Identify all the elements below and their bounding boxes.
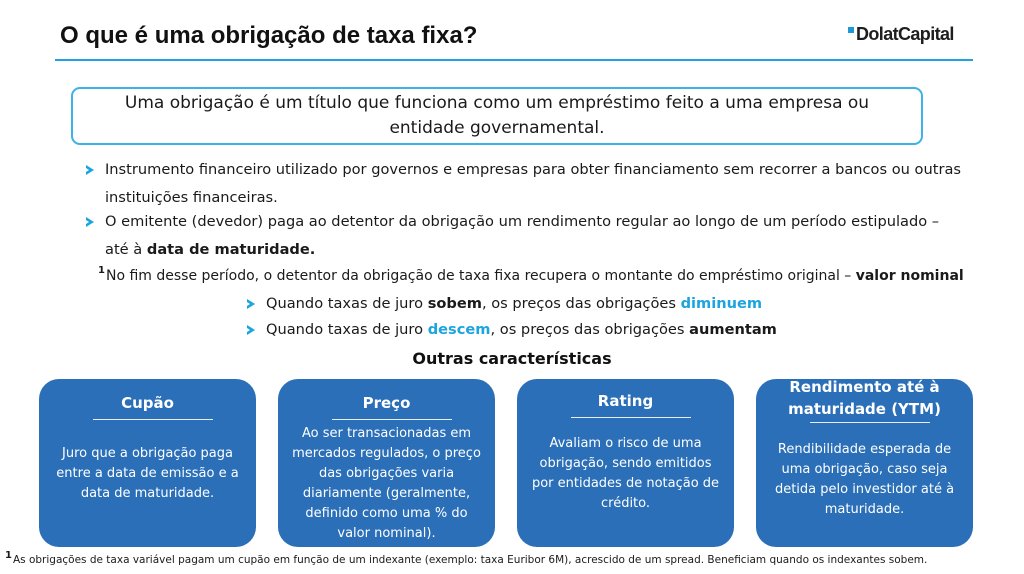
card-title: Rating	[597, 392, 654, 410]
text-part: Quando taxas de juro	[266, 295, 428, 312]
sub-bullet-item	[247, 318, 777, 342]
sub-bullet-item	[247, 292, 762, 316]
card-title: Cupão	[121, 394, 174, 412]
note-text: No fim desse período, o detentor da obrigação de taxa fixa recupera o montante do empréstimo original –	[105, 268, 856, 284]
card-title: Preço	[362, 394, 411, 412]
page-title: O que é uma obrigação de taxa fixa?	[60, 22, 478, 49]
feature-card-price	[278, 379, 495, 547]
card-divider	[571, 417, 691, 418]
nominal-value-term: valor nominal	[855, 268, 964, 284]
card-divider	[332, 419, 452, 420]
chevron-right-icon	[247, 325, 255, 335]
rates-rise-term: sobem	[427, 295, 482, 312]
footnote	[5, 550, 927, 566]
card-body: Rendibilidade esperada de uma obrigação, caso seja detida pelo investidor até à maturidade.	[774, 442, 955, 517]
definition-text: Uma obrigação é um título que funciona como um empréstimo feito a uma empresa ou entidade governamental.	[124, 93, 870, 138]
sub-bullet-text	[247, 292, 762, 316]
chevron-right-icon	[247, 299, 255, 309]
bullet-text	[86, 208, 946, 264]
card-title: Rendimento até à maturidade (YTM)	[788, 378, 941, 418]
footnote-marker: 1	[98, 265, 105, 276]
sub-bullet-text	[247, 318, 777, 342]
text-part: , os preços das obrigações	[481, 295, 681, 312]
prices-rise-term: aumentam	[689, 321, 777, 338]
bullet-text: Instrumento financeiro utilizado por governos e empresas para obter financiamento sem recorrer a bancos ou outras instituições financeiras.	[105, 161, 961, 206]
card-divider	[810, 422, 930, 423]
card-body: Avaliam o risco de uma obrigação, sendo emitidos por entidades de notação de crédito.	[531, 436, 720, 511]
chevron-right-icon	[86, 217, 94, 227]
brand-logo	[848, 24, 954, 45]
logo-text: DolatCapital	[856, 24, 954, 44]
maturity-date-term: data de maturidade.	[146, 241, 316, 258]
feature-card-ytm	[756, 379, 973, 547]
prices-fall-term: diminuem	[680, 295, 763, 312]
definition-box	[71, 87, 923, 145]
text-part: , os preços das obrigações	[490, 321, 690, 338]
rates-fall-term: descem	[427, 321, 491, 338]
footnote-marker: 1	[5, 550, 12, 561]
bullet-text-part: O emitente (devedor) paga ao detentor da obrigação um rendimento regular ao longo de um período estipulado – até à	[105, 213, 940, 258]
feature-card-rating	[517, 379, 734, 547]
card-divider	[93, 419, 213, 420]
bullet-item	[86, 208, 946, 264]
text-part: Quando taxas de juro	[266, 321, 428, 338]
feature-card-coupon	[39, 379, 256, 547]
section-title: Outras características	[412, 349, 612, 368]
card-body: Juro que a obrigação paga entre a data de emissão e a data de maturidade.	[56, 446, 239, 501]
footnote-text: As obrigações de taxa variável pagam um cupão em função de um indexante (exemplo: taxa Euribor 6M), acrescido de um spread. Beneficiam quando os indexantes sobem.	[12, 554, 928, 566]
bullet-item	[86, 156, 986, 212]
note-line	[98, 265, 964, 284]
card-body: Ao ser transacionadas em mercados regulados, o preço das obrigações varia diariamente (geralmente, definido como uma % do valor nominal).	[292, 426, 481, 541]
chevron-right-icon	[86, 165, 94, 175]
title-divider	[55, 59, 973, 61]
logo-square-icon	[848, 27, 854, 33]
